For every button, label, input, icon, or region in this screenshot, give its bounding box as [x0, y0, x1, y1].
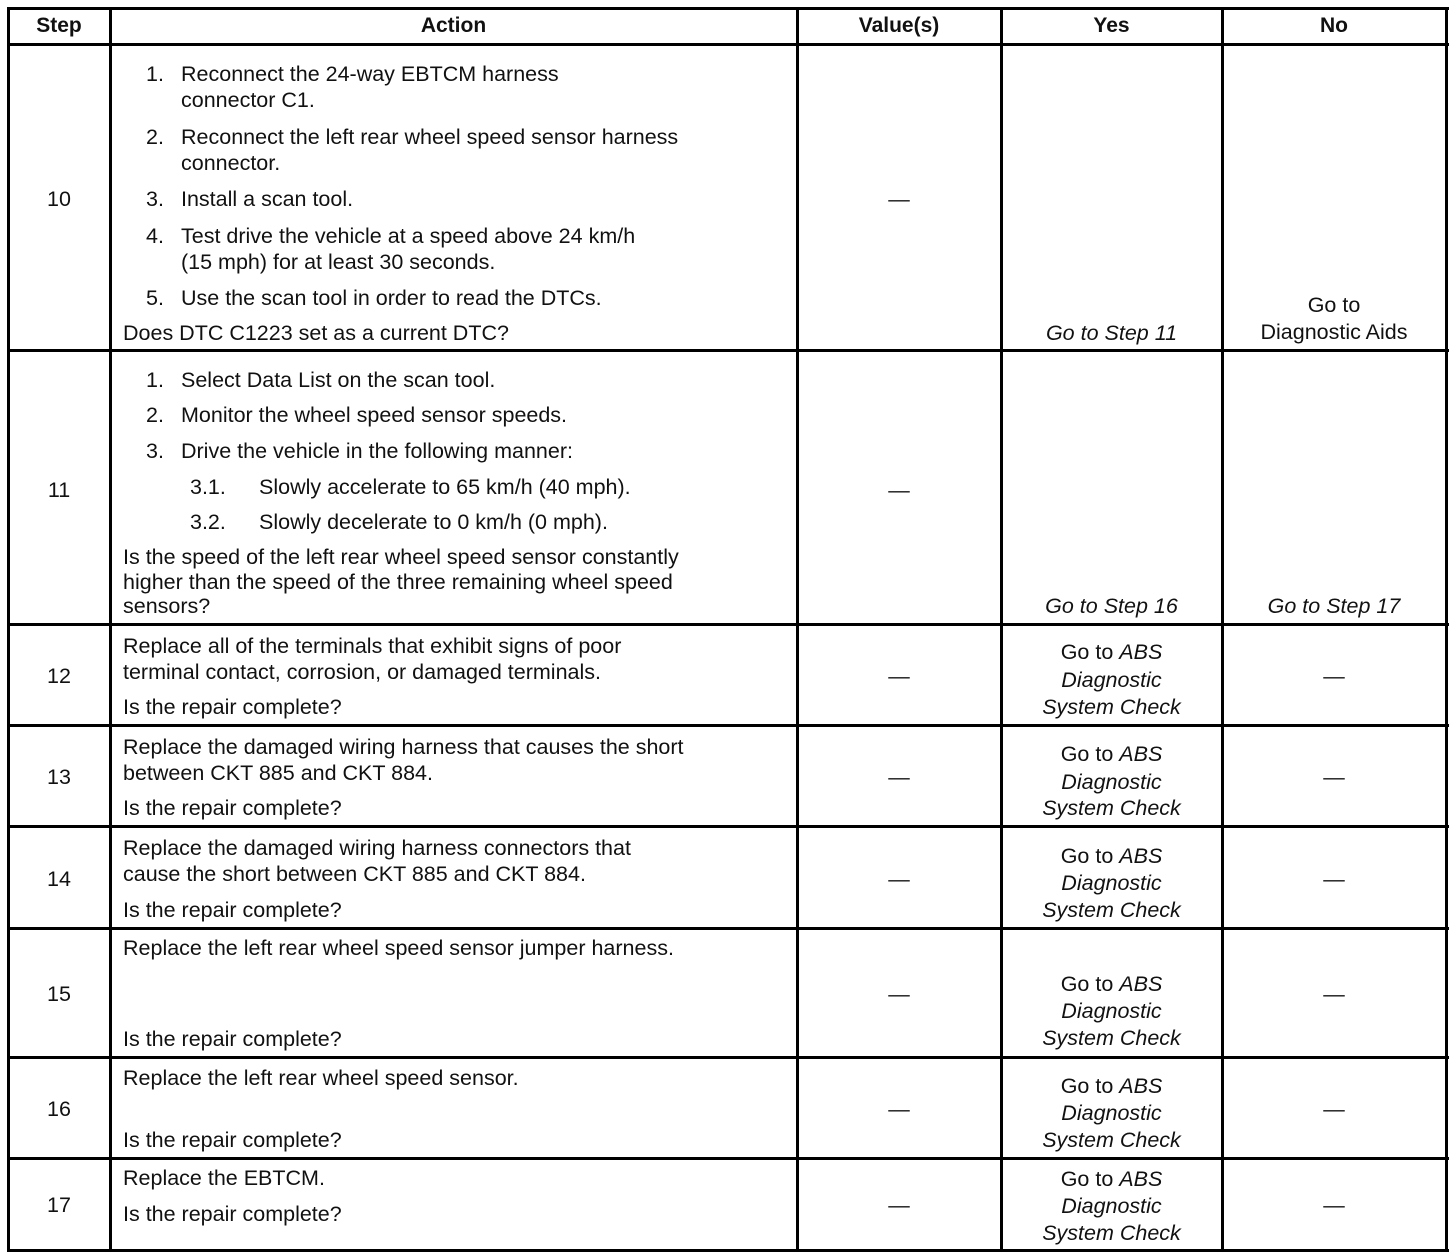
no-outcome-text: — [1323, 765, 1345, 789]
action-question: Is the speed of the left rear wheel speed sensor constantly [123, 545, 679, 569]
value-cell: — [888, 478, 910, 502]
yes-outcome-line [1061, 668, 1161, 692]
yes-outcome-text: Go to [1060, 844, 1120, 868]
no-outcome-text: — [1323, 1193, 1345, 1217]
yes-outcome-text: ABS [1119, 972, 1163, 996]
value-cell: — [888, 187, 910, 211]
yes-outcome-line [1061, 1167, 1163, 1191]
value-cell: — [888, 664, 910, 688]
table-rule [7, 43, 1449, 46]
table-rule [7, 1157, 1449, 1160]
yes-outcome-text: System Check [1042, 1221, 1181, 1245]
table-rule [7, 7, 10, 1252]
yes-outcome-text: System Check [1042, 1026, 1181, 1050]
step-number: 16 [47, 1097, 71, 1121]
column-header-step: Step [36, 14, 82, 37]
action-question: Is the repair complete? [123, 1202, 342, 1226]
action-question: Replace the damaged wiring harness that causes the short [123, 735, 684, 759]
action-question: Does DTC C1223 set as a current DTC? [123, 321, 509, 345]
value-cell: — [888, 765, 910, 789]
action-step-number: 3. [146, 187, 164, 211]
yes-outcome-text: Go to [1060, 972, 1120, 996]
yes-outcome-line [1042, 898, 1181, 922]
yes-outcome-text: ABS [1119, 742, 1163, 766]
action-step-text: Use the scan tool in order to read the DTCs. [181, 286, 602, 310]
yes-outcome-text: Go to [1060, 1074, 1120, 1098]
yes-outcome-text: Diagnostic [1061, 668, 1162, 692]
value-cell: — [888, 867, 910, 891]
yes-outcome-line [1061, 1074, 1163, 1098]
yes-outcome-line [1061, 871, 1161, 895]
no-outcome-line [1323, 765, 1345, 789]
yes-outcome-line [1061, 844, 1163, 868]
table-rule [7, 927, 1449, 930]
action-substep-number: 3.1. [190, 475, 226, 499]
column-header-values: Value(s) [858, 14, 940, 37]
value-cell: — [888, 1193, 910, 1217]
action-question: Replace the left rear wheel speed sensor jumper harness. [123, 936, 674, 960]
action-step-text: (15 mph) for at least 30 seconds. [181, 250, 496, 274]
action-question: sensors? [123, 594, 211, 618]
table-rule [7, 1249, 1449, 1252]
action-question: cause the short between CKT 885 and CKT 884. [123, 862, 586, 886]
yes-outcome-line [1042, 1026, 1181, 1050]
action-question: Replace the EBTCM. [123, 1166, 325, 1190]
action-question: Is the repair complete? [123, 1128, 342, 1152]
yes-outcome-text: Diagnostic [1061, 770, 1162, 794]
table-rule [7, 825, 1449, 828]
yes-outcome-line [1061, 999, 1161, 1023]
action-step-number: 2. [146, 125, 164, 149]
action-step-number: 1. [146, 368, 164, 392]
no-outcome-text: Diagnostic Aids [1260, 320, 1408, 344]
no-outcome-text: Go to Step 17 [1267, 594, 1401, 618]
yes-outcome-text: System Check [1042, 796, 1181, 820]
yes-outcome-line [1042, 1128, 1181, 1152]
yes-outcome-line [1042, 1221, 1181, 1245]
yes-outcome-line [1061, 1194, 1161, 1218]
table-rule [7, 623, 1449, 626]
action-question: higher than the speed of the three remaining wheel speed [123, 570, 673, 594]
yes-outcome-text: System Check [1042, 1128, 1181, 1152]
no-outcome-line [1323, 1193, 1345, 1217]
table-rule [7, 1056, 1449, 1059]
yes-outcome-line [1046, 321, 1177, 345]
no-outcome-text: — [1323, 664, 1345, 688]
yes-outcome-text: Go to Step 16 [1045, 594, 1178, 618]
yes-outcome-text: ABS [1119, 844, 1163, 868]
yes-outcome-text: ABS [1119, 640, 1163, 664]
yes-outcome-line [1042, 796, 1181, 820]
column-header-action: Action [420, 14, 487, 37]
action-step-text: Reconnect the 24-way EBTCM harness [181, 62, 559, 86]
yes-outcome-line [1045, 594, 1178, 618]
no-outcome-text: — [1323, 867, 1345, 891]
yes-outcome-text: System Check [1042, 898, 1181, 922]
action-step-number: 2. [146, 403, 164, 427]
step-number: 11 [47, 478, 71, 502]
action-question: Is the repair complete? [123, 796, 342, 820]
action-step-text: Install a scan tool. [181, 187, 354, 211]
column-header-yes: Yes [1093, 14, 1130, 37]
action-step-number: 1. [146, 62, 164, 86]
table-rule [7, 724, 1449, 727]
yes-outcome-text: Diagnostic [1061, 871, 1162, 895]
action-step-text: Monitor the wheel speed sensor speeds. [181, 403, 568, 427]
action-step-text: Test drive the vehicle at a speed above 24 km/h [181, 224, 636, 248]
step-number: 12 [47, 664, 71, 688]
action-substep-number: 3.2. [190, 510, 226, 534]
yes-outcome-text: Go to [1060, 1167, 1120, 1191]
value-cell: — [888, 1097, 910, 1121]
no-outcome-text: — [1323, 982, 1345, 1006]
action-step-number: 3. [146, 439, 164, 463]
table-rule [1000, 7, 1003, 1252]
action-step-text: connector C1. [181, 88, 315, 112]
yes-outcome-text: Go to Step 11 [1045, 321, 1178, 345]
yes-outcome-line [1061, 640, 1163, 664]
yes-outcome-text: Go to [1060, 742, 1120, 766]
action-question: Is the repair complete? [123, 695, 342, 719]
table-rule [1445, 7, 1448, 1252]
table-rule [109, 7, 112, 1252]
step-number: 10 [47, 187, 71, 211]
no-outcome-line [1308, 293, 1361, 317]
action-question: Replace all of the terminals that exhibit signs of poor [123, 634, 622, 658]
yes-outcome-line [1061, 1101, 1161, 1125]
yes-outcome-line [1042, 695, 1181, 719]
table-rule [7, 7, 1449, 10]
action-question: terminal contact, corrosion, or damaged terminals. [123, 660, 601, 684]
action-question: Replace the left rear wheel speed sensor. [123, 1066, 519, 1090]
step-number: 15 [47, 982, 71, 1006]
action-question: between CKT 885 and CKT 884. [123, 761, 433, 785]
action-step-number: 5. [146, 286, 164, 310]
no-outcome-text: Go to [1307, 293, 1361, 317]
step-number: 17 [47, 1193, 71, 1217]
no-outcome-line [1323, 867, 1345, 891]
no-outcome-line [1323, 982, 1345, 1006]
yes-outcome-text: System Check [1042, 695, 1181, 719]
column-header-no: No [1320, 14, 1348, 37]
yes-outcome-text: Diagnostic [1061, 1194, 1162, 1218]
yes-outcome-line [1061, 972, 1163, 996]
yes-outcome-text: Diagnostic [1061, 1101, 1162, 1125]
action-question: Replace the damaged wiring harness connectors that [123, 836, 631, 860]
yes-outcome-line [1061, 770, 1161, 794]
action-question: Is the repair complete? [123, 898, 342, 922]
yes-outcome-text: Diagnostic [1061, 999, 1162, 1023]
action-substep-text: Slowly decelerate to 0 km/h (0 mph). [259, 510, 608, 534]
step-number: 14 [47, 867, 71, 891]
yes-outcome-text: ABS [1119, 1167, 1163, 1191]
no-outcome-line [1261, 320, 1408, 344]
table-rule [1221, 7, 1224, 1252]
no-outcome-line [1323, 664, 1345, 688]
no-outcome-line [1323, 1097, 1345, 1121]
no-outcome-text: — [1323, 1097, 1345, 1121]
step-number: 13 [47, 765, 71, 789]
action-step-text: Select Data List on the scan tool. [181, 368, 496, 392]
table-rule [796, 7, 799, 1252]
action-step-text: Reconnect the left rear wheel speed sensor harness [181, 125, 679, 149]
action-step-text: connector. [181, 151, 281, 175]
action-substep-text: Slowly accelerate to 65 km/h (40 mph). [259, 475, 631, 499]
yes-outcome-text: ABS [1119, 1074, 1163, 1098]
table-rule [7, 349, 1449, 352]
value-cell: — [888, 982, 910, 1006]
no-outcome-line [1268, 594, 1401, 618]
yes-outcome-text: Go to [1060, 640, 1120, 664]
action-question: Is the repair complete? [123, 1027, 342, 1051]
action-step-number: 4. [146, 224, 164, 248]
action-step-text: Drive the vehicle in the following manner: [181, 439, 573, 463]
yes-outcome-line [1061, 742, 1163, 766]
